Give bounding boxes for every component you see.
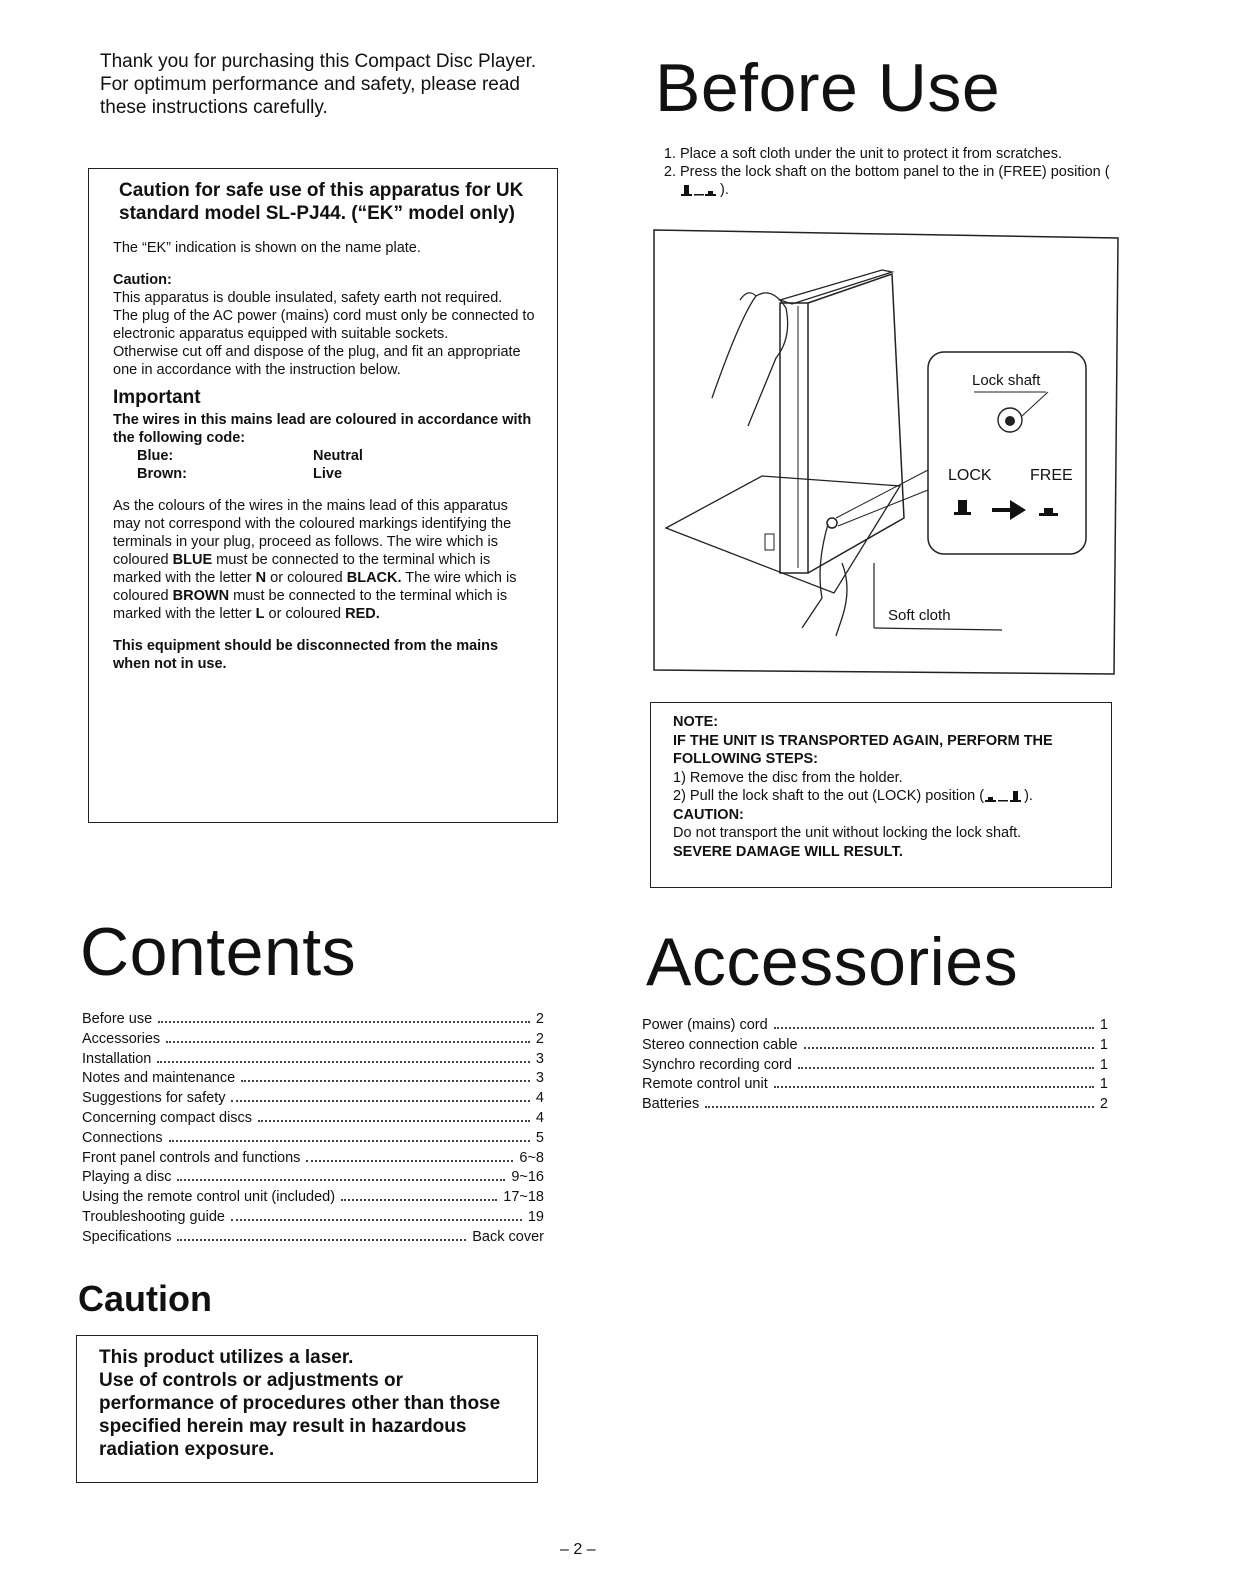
page-number: – 2 – <box>560 1541 596 1558</box>
item-label: Stereo connection cable <box>642 1036 798 1053</box>
note-caution-text: Do not transport the unit without locking the lock shaft. <box>673 825 1022 841</box>
dot-leader <box>258 1120 530 1122</box>
important-title: Important <box>113 387 201 408</box>
item-value: 3 <box>535 1050 544 1067</box>
item-label: Suggestions for safety <box>82 1090 226 1107</box>
item-value: 2 <box>535 1030 544 1047</box>
item-label: Remote control unit <box>642 1076 768 1093</box>
step-1: 1. Place a soft cloth under the unit to protect it from scratches. <box>680 145 1128 163</box>
note-warning: IF THE UNIT IS TRANSPORTED AGAIN, PERFORM THE FOLLOWING STEPS: <box>673 732 1053 767</box>
list-item <box>82 1050 544 1070</box>
free-position-icon <box>680 184 720 196</box>
laser-caution-line-1: This product utilizes a laser. <box>99 1347 354 1368</box>
wire-row-blue <box>113 447 539 465</box>
item-label: Before use <box>82 1011 153 1027</box>
dot-leader <box>798 1067 1094 1069</box>
wire-color: Brown: <box>137 466 187 482</box>
item-value: 9~16 <box>511 1169 544 1186</box>
contents-heading: Contents <box>80 914 357 990</box>
dot-leader <box>774 1086 1094 1088</box>
list-item <box>82 1168 544 1188</box>
intro-line: these instructions carefully. <box>100 97 328 118</box>
list-item <box>82 1089 544 1109</box>
important-text: The wires in this mains lead are coloured in accordance with the following code: <box>113 412 532 446</box>
item-value: 17~18 <box>503 1189 544 1206</box>
step-2: 2. Press the lock shaft on the bottom panel to the in (FREE) position (). <box>680 163 1128 199</box>
item-label: Installation <box>82 1050 152 1067</box>
item-value: 4 <box>535 1109 544 1126</box>
caution-label: Caution: <box>113 272 172 288</box>
note-caution-label: CAUTION: <box>673 806 744 823</box>
note-label: NOTE: <box>673 714 719 730</box>
lock-position-icon <box>984 790 1024 802</box>
dot-leader <box>231 1219 522 1221</box>
table-of-contents <box>82 1010 544 1248</box>
uk-caution-box <box>88 168 558 823</box>
item-label: Power (mains) cord <box>642 1017 768 1033</box>
item-label: Troubleshooting guide <box>82 1208 225 1225</box>
laser-caution-box <box>76 1335 538 1483</box>
note-step-2: 2) Pull the lock shaft to the out (LOCK) position ( ). <box>673 788 1033 804</box>
lock-label: LOCK <box>948 467 992 484</box>
list-item <box>82 1228 544 1248</box>
dot-leader <box>166 1041 530 1043</box>
note-step-1: 1) Remove the disc from the holder. <box>673 769 903 786</box>
laser-caution-line-2: Use of controls or adjustments or performance of procedures other than those specified herein may result in hazardous radiation exposure. <box>99 1370 501 1460</box>
note-severe: SEVERE DAMAGE WILL RESULT. <box>673 843 903 860</box>
list-item <box>82 1069 544 1089</box>
lock-shaft-figure <box>652 228 1120 676</box>
disconnect-note: This equipment should be disconnected from the mains when not in use. <box>113 638 499 672</box>
dot-leader <box>169 1140 530 1142</box>
wire-meaning: Neutral <box>313 448 363 464</box>
list-item <box>642 1036 1108 1056</box>
list-item <box>82 1188 544 1208</box>
item-label: Accessories <box>82 1030 161 1047</box>
transport-note-box <box>650 702 1112 888</box>
item-value: 2 <box>535 1011 544 1027</box>
item-value: 3 <box>535 1070 544 1087</box>
list-item <box>82 1030 544 1050</box>
item-value: 2 <box>1099 1096 1108 1113</box>
item-label: Playing a disc <box>82 1169 172 1186</box>
dot-leader <box>306 1160 513 1162</box>
item-label: Specifications <box>82 1228 172 1245</box>
item-value: 1 <box>1099 1036 1108 1053</box>
wire-meaning: Live <box>313 466 343 482</box>
item-value: 1 <box>1099 1076 1108 1093</box>
wire-color: Blue: <box>137 448 174 464</box>
dot-leader <box>177 1179 505 1181</box>
item-value: 6~8 <box>519 1149 544 1166</box>
list-item <box>82 1149 544 1169</box>
dot-leader <box>157 1061 530 1063</box>
item-value: 1 <box>1099 1017 1108 1033</box>
dot-leader <box>177 1239 466 1241</box>
laser-caution-heading: Caution <box>78 1278 212 1319</box>
item-value: 1 <box>1099 1056 1108 1073</box>
item-label: Connections <box>82 1129 163 1146</box>
list-item <box>642 1056 1108 1076</box>
item-label: Front panel controls and functions <box>82 1149 301 1166</box>
before-use-heading: Before Use <box>655 50 1001 126</box>
item-value: 5 <box>535 1129 544 1146</box>
item-value: 19 <box>527 1208 544 1225</box>
lock-shaft-label: Lock shaft <box>972 372 1041 389</box>
item-value: Back cover <box>472 1228 544 1245</box>
wire-row-brown <box>113 465 539 483</box>
accessories-list <box>642 1016 1108 1115</box>
dot-leader <box>341 1199 497 1201</box>
dot-leader <box>231 1100 529 1102</box>
list-item <box>82 1010 544 1030</box>
item-value: 4 <box>535 1090 544 1107</box>
soft-cloth-label: Soft cloth <box>888 607 951 624</box>
dot-leader <box>241 1080 530 1082</box>
intro-text <box>100 50 570 119</box>
list-item <box>642 1095 1108 1115</box>
dot-leader <box>705 1106 1094 1108</box>
intro-line: For optimum performance and safety, please read <box>100 74 520 95</box>
list-item <box>82 1208 544 1228</box>
dot-leader <box>804 1047 1094 1049</box>
caution-line: This apparatus is double insulated, safety earth not required. <box>113 290 503 306</box>
item-label: Notes and maintenance <box>82 1070 236 1087</box>
dot-leader <box>158 1021 530 1023</box>
wire-explanation: As the colours of the wires in the mains lead of this apparatus may not correspond with the coloured markings identifying the terminals in your plug, proceed as follows. The wire which is coloured BLUE must be connected to the terminal which is marked with the letter N or coloured BLACK. The wire which is coloured BROWN must be connected to the terminal which is marked with the letter L or coloured RED. <box>113 498 517 622</box>
caution-line: The plug of the AC power (mains) cord must only be connected to electronic apparatus equipped with suitable sockets. <box>113 308 535 342</box>
intro-line: Thank you for purchasing this Compact Disc Player. <box>100 51 537 72</box>
caution-line: Otherwise cut off and dispose of the plug, and fit an appropriate one in accordance with the instruction below. <box>113 344 521 378</box>
item-label: Concerning compact discs <box>82 1109 253 1126</box>
accessories-heading: Accessories <box>646 924 1019 1000</box>
dot-leader <box>774 1027 1094 1029</box>
item-label: Synchro recording cord <box>642 1056 792 1073</box>
figure-drawing <box>652 228 1120 676</box>
item-label: Using the remote control unit (included) <box>82 1189 336 1206</box>
list-item <box>642 1016 1108 1036</box>
list-item <box>642 1075 1108 1095</box>
item-label: Batteries <box>642 1096 700 1113</box>
ek-note: The “EK” indication is shown on the name plate. <box>113 240 421 256</box>
list-item <box>82 1129 544 1149</box>
uk-caution-title: Caution for safe use of this apparatus for UK standard model SL-PJ44. (“EK” model only) <box>119 180 524 224</box>
list-item <box>82 1109 544 1129</box>
before-use-steps <box>658 145 1128 199</box>
free-label: FREE <box>1030 467 1073 484</box>
